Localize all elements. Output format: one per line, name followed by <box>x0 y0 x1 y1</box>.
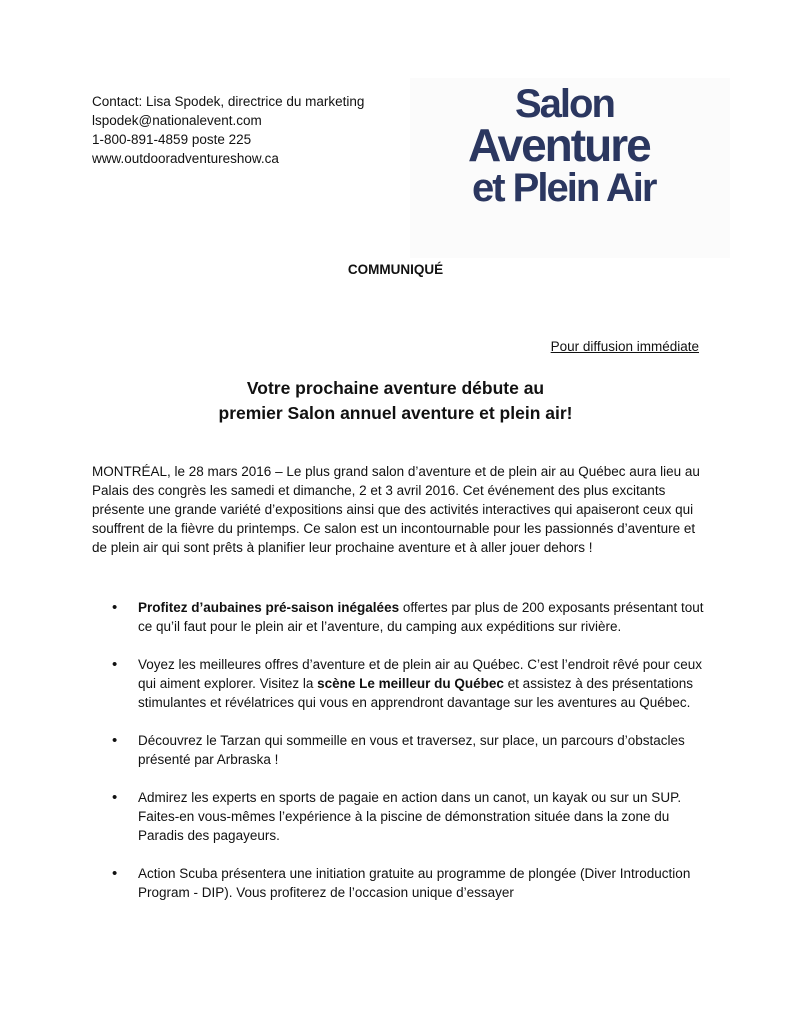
bullet-4-text: Admirez les experts en sports de pagaie en action dans un canot, un kayak ou sur un SUP. Faites-en vous-mêmes l’expérience à la piscine de démonstration située dans la zone du Paradis des pagayeurs. <box>138 790 682 843</box>
contact-block <box>92 92 364 168</box>
logo-line-2: Aventure <box>468 119 650 171</box>
list-item <box>92 731 704 769</box>
logo-line-1: Salon <box>515 82 614 126</box>
bullet-2-bold: scène Le meilleur du Québec <box>317 676 504 691</box>
contact-name: Contact: Lisa Spodek, directrice du marketing <box>92 94 365 109</box>
list-item <box>92 598 704 636</box>
bullet-2-before: Voyez les meilleures offres d’aventure et de plein air au Québec. C’est l’endroit rêvé pour ceux qui aiment explorer. Visitez la <box>138 657 703 691</box>
bullet-3-text: Découvrez le Tarzan qui sommeille en vous et traversez, sur place, un parcours d’obstacles présenté par Arbraska ! <box>138 733 685 767</box>
contact-email[interactable]: lspodek@nationalevent.com <box>92 113 262 128</box>
list-item <box>92 788 704 845</box>
salon-logo <box>410 78 730 258</box>
list-item <box>92 864 704 902</box>
bullet-2-after: et assistez à des présentations stimulantes et révélatrices qui vous en apprendront davantage sur les aventures au Québec. <box>138 676 694 710</box>
bullet-1-bold: Profitez d’aubaines pré-saison inégalées <box>138 600 400 615</box>
headline-line-2: premier Salon annuel aventure et plein air! <box>218 403 573 423</box>
bullet-1-rest: offertes par plus de 200 exposants présentant tout ce qu’il faut pour le plein air et l’aventure, du camping aux expéditions sur rivière. <box>138 600 704 634</box>
headline-line-1: Votre prochaine aventure débute au <box>246 378 545 398</box>
logo-line-3: et Plein Air <box>472 166 656 210</box>
contact-phone: 1-800-891-4859 poste 225 <box>92 132 252 147</box>
list-item <box>92 655 704 712</box>
feature-list <box>92 598 704 921</box>
release-note: Pour diffusion immédiate <box>550 339 699 354</box>
contact-website[interactable]: www.outdooradventureshow.ca <box>92 151 279 166</box>
headline <box>0 376 791 426</box>
bullet-5-text: Action Scuba présentera une initiation gratuite au programme de plongée (Diver Introduction Program - DIP). Vous profiterez de l’occasion unique d’essayer <box>138 866 691 900</box>
intro-text: MONTRÉAL, le 28 mars 2016 – Le plus grand salon d’aventure et de plein air au Québec aura lieu au Palais des congrès les samedi et dimanche, 2 et 3 avril 2016. Cet événement des plus excitants présente une grande variété d’expositions ainsi que des activités interactives qui apaiseront ceux qui souffrent de la fièvre du printemps. Ce salon est un incontournable pour les passionnés d’aventure et de plein air qui sont prêts à planifier leur prochaine aventure et à aller jouer dehors ! <box>92 464 700 555</box>
document-kind: COMMUNIQUÉ <box>347 262 444 277</box>
intro-paragraph <box>92 462 704 557</box>
